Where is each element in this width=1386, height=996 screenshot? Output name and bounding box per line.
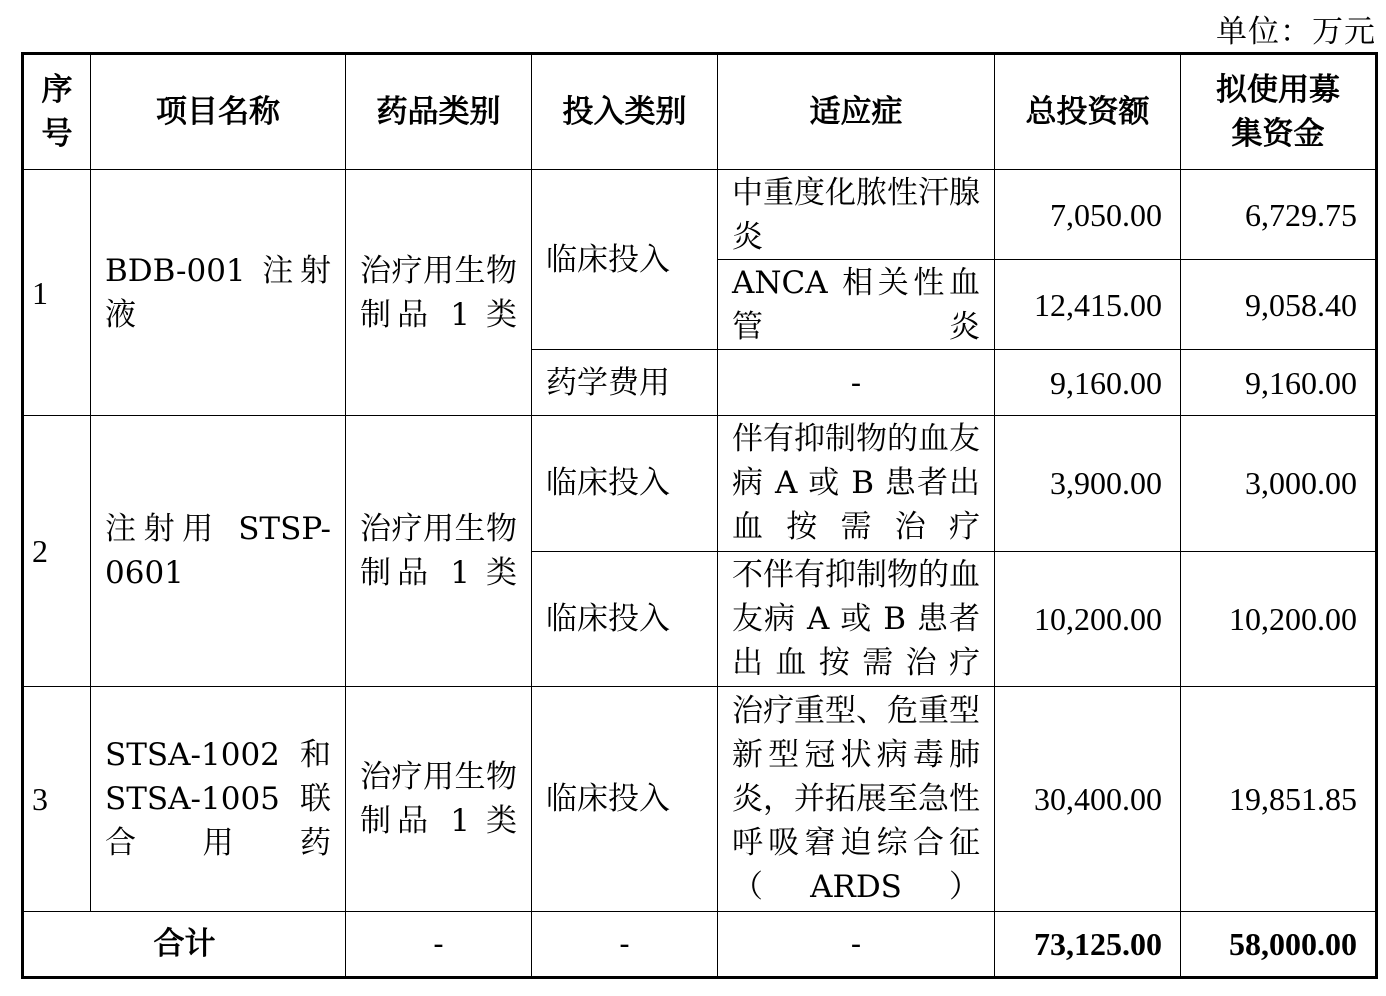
header-name: 项目名称 [91, 54, 346, 170]
row-seq: 1 [23, 170, 91, 416]
header-row [23, 54, 1377, 170]
row-total: 10,200.00 [995, 551, 1181, 686]
row-name: 注射用 STSP-0601 [91, 416, 346, 686]
row-invest-type: 临床投入 [532, 551, 718, 686]
row-raised: 9,058.40 [1181, 260, 1377, 350]
row-indication: - [718, 350, 995, 416]
row-drug-type: 治疗用生物制品 1 类 [346, 416, 532, 686]
table-row [23, 686, 1377, 911]
row-total: 7,050.00 [995, 170, 1181, 260]
table-row [23, 416, 1377, 551]
header-total: 总投资额 [995, 54, 1181, 170]
total-label: 合计 [23, 911, 346, 977]
table-row [23, 170, 1377, 260]
row-total: 30,400.00 [995, 686, 1181, 911]
row-invest-type: 临床投入 [532, 686, 718, 911]
total-raised: 58,000.00 [1181, 911, 1377, 977]
row-raised: 19,851.85 [1181, 686, 1377, 911]
row-raised: 10,200.00 [1181, 551, 1377, 686]
total-drug-type: - [346, 911, 532, 977]
header-seq: 序 号 [23, 54, 91, 170]
row-indication: 伴有抑制物的血友病 A 或 B 患者出血按需治疗 [718, 416, 995, 551]
row-seq: 3 [23, 686, 91, 911]
header-raised: 拟使用募 集资金 [1181, 54, 1377, 170]
row-raised: 9,160.00 [1181, 350, 1377, 416]
row-name: STSA-1002 和 STSA-1005 联合用药 [91, 686, 346, 911]
unit-label: 单位：万元 [1216, 14, 1376, 50]
row-raised: 6,729.75 [1181, 170, 1377, 260]
row-indication: ANCA 相关性血管炎 [718, 260, 995, 350]
row-indication: 中重度化脓性汗腺炎 [718, 170, 995, 260]
row-drug-type: 治疗用生物制品 1 类 [346, 686, 532, 911]
investment-table [21, 52, 1378, 979]
header-indication: 适应症 [718, 54, 995, 170]
row-total: 9,160.00 [995, 350, 1181, 416]
total-row [23, 911, 1377, 977]
header-drug-type: 药品类别 [346, 54, 532, 170]
row-indication: 不伴有抑制物的血友病 A 或 B 患者出血按需治疗 [718, 551, 995, 686]
row-indication: 治疗重型、危重型新型冠状病毒肺炎，并拓展至急性呼吸窘迫综合征（ARDS） [718, 686, 995, 911]
row-raised: 3,000.00 [1181, 416, 1377, 551]
total-indication: - [718, 911, 995, 977]
row-invest-type: 药学费用 [532, 350, 718, 416]
row-drug-type: 治疗用生物制品 1 类 [346, 170, 532, 416]
total-total: 73,125.00 [995, 911, 1181, 977]
row-total: 3,900.00 [995, 416, 1181, 551]
row-total: 12,415.00 [995, 260, 1181, 350]
total-invest-type: - [532, 911, 718, 977]
row-invest-type: 临床投入 [532, 170, 718, 350]
row-name: BDB-001 注射液 [91, 170, 346, 416]
row-invest-type: 临床投入 [532, 416, 718, 551]
header-invest-type: 投入类别 [532, 54, 718, 170]
row-seq: 2 [23, 416, 91, 686]
